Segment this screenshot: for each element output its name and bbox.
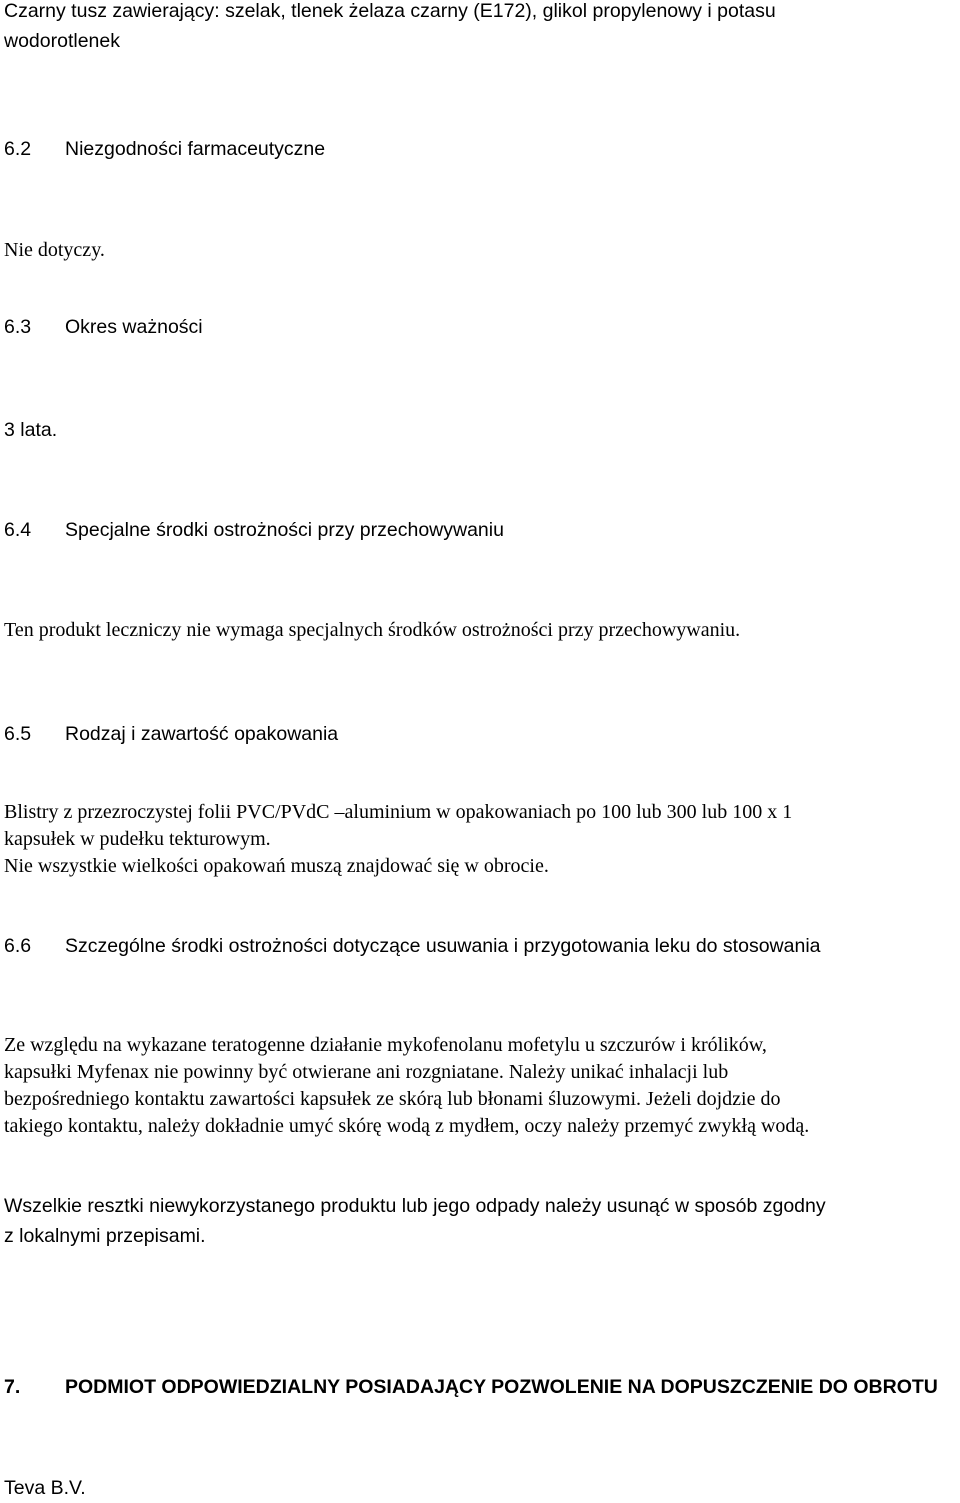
section-number: 6.5 [4, 723, 32, 745]
body-line: 3 lata. [4, 419, 58, 441]
intro-line: Czarny tusz zawierający: szelak, tlenek żelaza czarny (E172), glikol propylenowy i potasu [4, 0, 776, 22]
body-line: bezpośredniego kontaktu zawartości kapsułek ze skórą lub błonami śluzowymi. Jeżeli dojdzie do [4, 1088, 781, 1110]
section-body-6-6-disposal [4, 1191, 826, 1251]
body-line: Blistry z przezroczystej folii PVC/PVdC –aluminium w opakowaniach po 100 lub 300 lub 100 x 1 [4, 801, 793, 823]
section-number: 6.3 [4, 316, 32, 338]
body-line: kapsułki Myfenax nie powinny być otwierane ani rozgniatane. Należy unikać inhalacji lub [4, 1061, 729, 1083]
section-title: Rodzaj i zawartość opakowania [65, 723, 339, 745]
section-body-7 [4, 1473, 86, 1503]
section-number: 6.6 [4, 935, 32, 957]
section-body-6-6 [4, 1032, 809, 1140]
section-heading-6-6 [4, 931, 821, 961]
section-title: Specjalne środki ostrożności przy przechowywaniu [65, 519, 504, 541]
intro-line: wodorotlenek [4, 30, 120, 52]
section-title: Szczególne środki ostrożności dotyczące usuwania i przygotowania leku do stosowania [65, 935, 821, 957]
body-line: z lokalnymi przepisami. [4, 1225, 206, 1247]
body-line: Teva B.V. [4, 1477, 86, 1499]
section-number: 6.2 [4, 138, 32, 160]
section-number: 6.4 [4, 519, 32, 541]
section-heading-6-2 [4, 134, 325, 164]
section-heading-6-4 [4, 515, 504, 545]
body-line: Ten produkt leczniczy nie wymaga specjalnych środków ostrożności przy przechowywaniu. [4, 619, 741, 641]
body-line: Ze względu na wykazane teratogenne działanie mykofenolanu mofetylu u szczurów i królików, [4, 1034, 767, 1056]
body-line: takiego kontaktu, należy dokładnie umyć skórę wodą z mydłem, oczy należy przemyć zwykłą wodą. [4, 1115, 810, 1137]
body-line: Nie wszystkie wielkości opakowań muszą znajdować się w obrocie. [4, 855, 549, 877]
section-title: Okres ważności [65, 316, 203, 338]
section-body-6-3 [4, 415, 57, 445]
section-body-6-4 [4, 617, 740, 644]
body-line: Nie dotyczy. [4, 239, 105, 261]
section-heading-7 [4, 1372, 938, 1402]
body-line: Wszelkie resztki niewykorzystanego produktu lub jego odpady należy usunąć w sposób zgodny [4, 1195, 826, 1217]
section-title: PODMIOT ODPOWIEDZIALNY POSIADAJĄCY POZWOLENIE NA DOPUSZCZENIE DO OBROTU [65, 1376, 938, 1398]
body-line: kapsułek w pudełku tekturowym. [4, 828, 271, 850]
section-heading-6-5 [4, 719, 338, 749]
intro-paragraph [4, 0, 776, 56]
section-heading-6-3 [4, 312, 203, 342]
section-number: 7. [4, 1376, 21, 1398]
section-body-6-5 [4, 799, 792, 880]
section-body-6-2 [4, 237, 105, 264]
section-title: Niezgodności farmaceutyczne [65, 138, 326, 160]
